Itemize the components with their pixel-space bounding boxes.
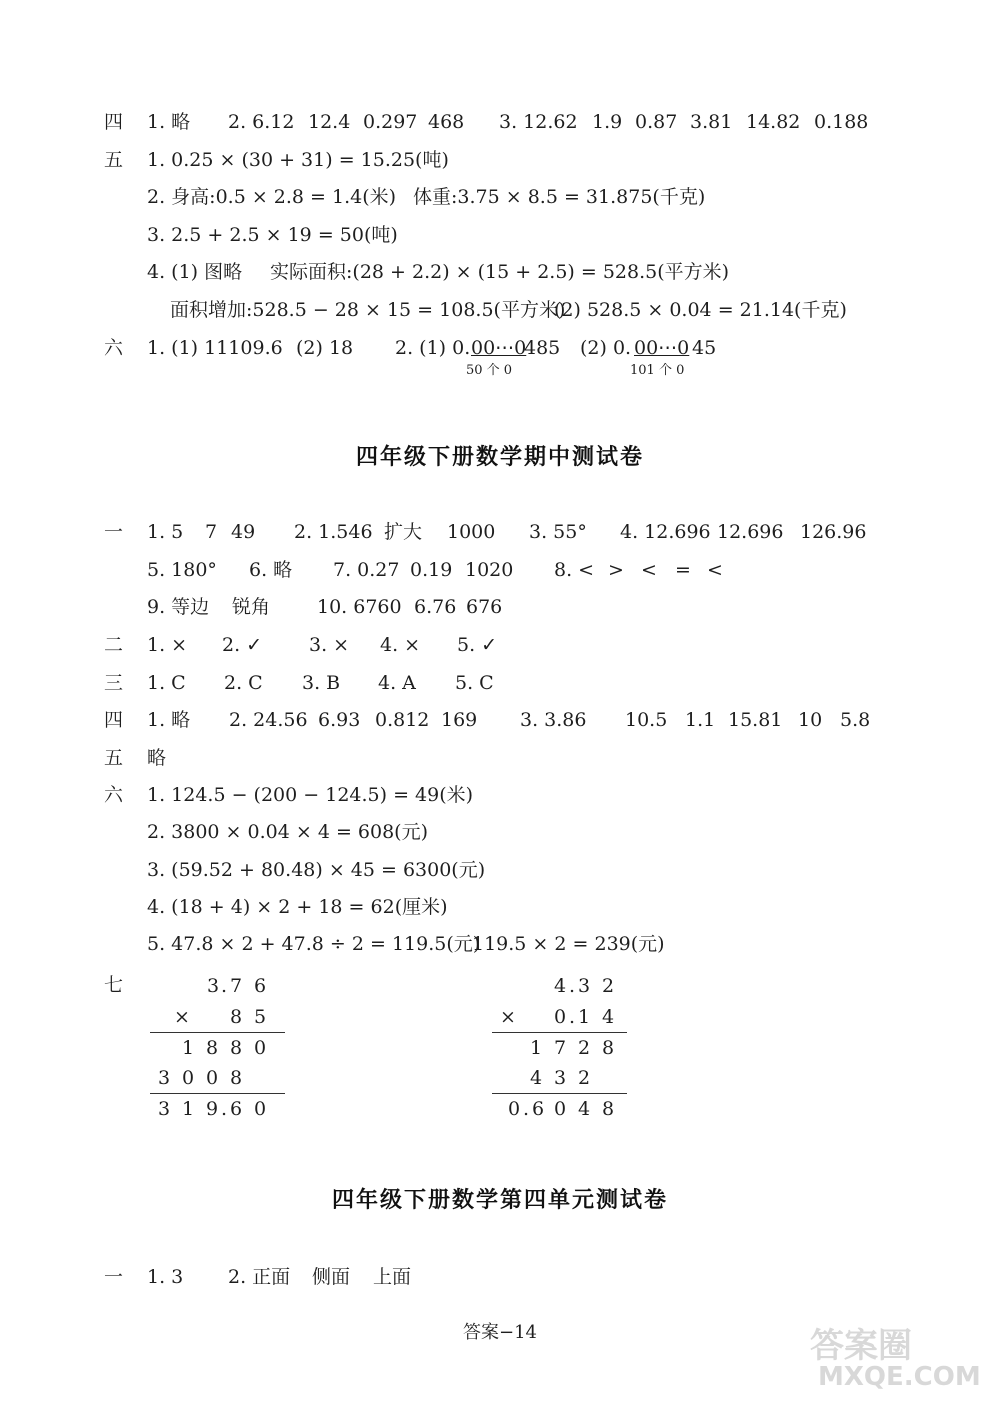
answer: 9. 等边 <box>147 596 210 618</box>
answer: 6.76 <box>414 596 457 618</box>
digit: 3 <box>206 975 220 997</box>
digit: 2 <box>577 1067 591 1089</box>
mid-liu-line3 <box>0 855 1000 885</box>
answer: 4. × <box>380 634 421 656</box>
digit: 4 <box>553 975 567 997</box>
answer: (2) 0. <box>580 337 632 359</box>
answer: 3. 12.62 <box>499 111 578 133</box>
section-wu-line2 <box>0 182 1000 212</box>
answer: 1000 <box>447 521 496 543</box>
answer: 3.81 <box>690 111 733 133</box>
watermark-logo: 答案圈 <box>810 1326 912 1366</box>
zeros-count-note: 50 个 0 <box>466 363 513 378</box>
calc-rule <box>492 1032 627 1033</box>
digit: . <box>522 1098 530 1120</box>
mid-yi-line3 <box>0 592 1000 622</box>
answer: 略 <box>147 747 167 769</box>
mid-yi-line2 <box>0 555 1000 585</box>
answer: 1. (1) 11109.6 <box>147 337 283 359</box>
answer: 119.5 × 2 = 239(元) <box>472 933 665 955</box>
answer: 45 <box>692 337 717 359</box>
answer: 2. 正面 <box>228 1266 291 1288</box>
answer: 扩大 <box>384 521 423 543</box>
answer: 锐角 <box>232 596 271 618</box>
multiply-sign: × <box>174 1006 190 1028</box>
digit: 0 <box>253 1037 267 1059</box>
digit: 3 <box>553 1067 567 1089</box>
answer: 14.82 <box>746 111 801 133</box>
digit: 3 <box>157 1098 171 1120</box>
answer: 8. < <box>554 559 595 581</box>
digit: 4 <box>577 1098 591 1120</box>
answer: 体重:3.75 × 8.5 = 31.875(千克) <box>413 186 706 208</box>
digit: 8 <box>205 1037 219 1059</box>
answer: 2. ✓ <box>222 634 263 656</box>
section-wu-line5 <box>0 295 1000 325</box>
mid-wu-line <box>0 743 1000 773</box>
answer: 2. 1.546 <box>294 521 373 543</box>
digit: 0 <box>507 1098 521 1120</box>
calc-rule <box>150 1032 285 1033</box>
digit: 3 <box>157 1067 171 1089</box>
mid-liu-line2 <box>0 817 1000 847</box>
answer: 侧面 <box>312 1266 351 1288</box>
answer: 2. 3800 × 0.04 × 4 = 608(元) <box>147 821 429 843</box>
answer: < <box>641 559 657 581</box>
section-label: 四 <box>104 111 124 133</box>
mid-liu-line5 <box>0 929 1000 959</box>
section-title: 四年级下册数学期中测试卷 <box>355 445 644 470</box>
answer: 468 <box>428 111 465 133</box>
answer: 5. C <box>455 672 494 694</box>
digit: 9 <box>205 1098 219 1120</box>
answer: 2. 6.12 <box>228 111 295 133</box>
section-wu-line3 <box>0 220 1000 250</box>
answer: 1. 略 <box>147 709 191 731</box>
answer: 3. × <box>309 634 350 656</box>
digit: 1 <box>529 1037 543 1059</box>
answer: 2. C <box>224 672 263 694</box>
digit: 1 <box>181 1037 195 1059</box>
calc-rule <box>150 1093 285 1094</box>
answer: 7. 0.27 <box>333 559 400 581</box>
section-label: 六 <box>104 784 124 806</box>
digit: 2 <box>577 1037 591 1059</box>
digit: 8 <box>229 1067 243 1089</box>
answer: 1. 3 <box>147 1266 184 1288</box>
answer: 1. 略 <box>147 111 191 133</box>
answer: 6. 略 <box>249 559 293 581</box>
answer: 1.9 <box>592 111 623 133</box>
digit: 0 <box>553 1098 567 1120</box>
digit: 6 <box>253 975 267 997</box>
answer: 3. (59.52 + 80.48) × 45 = 6300(元) <box>147 859 486 881</box>
answer: 0.812 <box>375 709 430 731</box>
answer: 7 <box>205 521 218 543</box>
digit: 1 <box>181 1098 195 1120</box>
answer: 1. 0.25 × (30 + 31) = 15.25(吨) <box>147 149 449 171</box>
answer: 1020 <box>465 559 514 581</box>
answer: > <box>608 559 624 581</box>
section-liu-line <box>0 333 1000 363</box>
answer: (2) 528.5 × 0.04 = 21.14(千克) <box>554 299 847 321</box>
answer: 5. ✓ <box>457 634 498 656</box>
answer: 5.8 <box>840 709 871 731</box>
answer: 1.1 <box>685 709 716 731</box>
section-label: 一 <box>104 1266 124 1288</box>
answer: 1. 124.5 − (200 − 124.5) = 49(米) <box>147 784 474 806</box>
answer: 面积增加:528.5 − 28 × 15 = 108.5(平方米) <box>170 299 566 321</box>
multiply-sign: × <box>500 1006 516 1028</box>
section-title: 四年级下册数学第四单元测试卷 <box>331 1188 668 1213</box>
answer: 3. 2.5 + 2.5 × 19 = 50(吨) <box>147 224 398 246</box>
digit: 6 <box>229 1098 243 1120</box>
digit: 2 <box>601 975 615 997</box>
answer: 0.188 <box>814 111 869 133</box>
zeros-count-note: 101 个 0 <box>630 363 685 378</box>
calc-rule <box>492 1093 627 1094</box>
digit: 8 <box>229 1006 243 1028</box>
watermark-url: MXQE.COM <box>818 1362 981 1392</box>
answer: 3. B <box>302 672 341 694</box>
answer: 1. 5 <box>147 521 184 543</box>
answer: < <box>707 559 723 581</box>
mid-san-line <box>0 668 1000 698</box>
answer: 上面 <box>373 1266 412 1288</box>
answer: 10.5 <box>625 709 668 731</box>
digit: 5 <box>253 1006 267 1028</box>
mid-qi-label <box>0 970 200 1000</box>
mid-yi-line1 <box>0 517 1000 547</box>
section-label: 六 <box>104 337 124 359</box>
answer: 2. 24.56 <box>229 709 308 731</box>
answer: 1. C <box>147 672 186 694</box>
section-label: 五 <box>104 747 124 769</box>
answer: 实际面积:(28 + 2.2) × (15 + 2.5) = 528.5(平方米) <box>270 261 730 283</box>
digit: 0 <box>553 1006 567 1028</box>
zeros-underbrace: 00⋯0 <box>471 337 527 359</box>
section-si-line <box>0 107 1000 137</box>
mid-er-line <box>0 630 1000 660</box>
answer: 0.19 <box>410 559 453 581</box>
digit: 7 <box>229 975 243 997</box>
answer: 12.696 <box>717 521 784 543</box>
digit: 6 <box>531 1098 545 1120</box>
answer: 0.297 <box>363 111 418 133</box>
digit: 4 <box>601 1006 615 1028</box>
digit: 3 <box>577 975 591 997</box>
page-number: 答案−14 <box>463 1322 537 1343</box>
answer: 49 <box>231 521 256 543</box>
answer: 5. 47.8 × 2 + 47.8 ÷ 2 = 119.5(元) <box>147 933 481 955</box>
digit: 8 <box>601 1098 615 1120</box>
digit: 4 <box>529 1067 543 1089</box>
mid-liu-line4 <box>0 892 1000 922</box>
section-wu-line1 <box>0 145 1000 175</box>
answer: 4. (18 + 4) × 2 + 18 = 62(厘米) <box>147 896 448 918</box>
answer: 485 <box>524 337 561 359</box>
answer: 1. × <box>147 634 188 656</box>
answer: 6.93 <box>318 709 361 731</box>
answer: 5. 180° <box>147 559 217 581</box>
digit: 1 <box>577 1006 591 1028</box>
answer: 676 <box>466 596 503 618</box>
digit: . <box>568 975 576 997</box>
answer: 4. A <box>378 672 416 694</box>
answer: 12.4 <box>308 111 351 133</box>
digit: 0 <box>205 1067 219 1089</box>
unit4-yi-line <box>0 1262 1000 1292</box>
answer: 15.81 <box>728 709 783 731</box>
answer: 2. 身高:0.5 × 2.8 = 1.4(米) <box>147 186 397 208</box>
section-wu-line4 <box>0 257 1000 287</box>
section-label: 七 <box>104 974 124 996</box>
answer: (2) 18 <box>296 337 354 359</box>
zeros-underbrace: 00⋯0 <box>634 337 690 359</box>
answer: 126.96 <box>800 521 867 543</box>
section-label: 三 <box>104 672 124 694</box>
answer: 4. (1) 图略 <box>147 261 243 283</box>
section-label: 四 <box>104 709 124 731</box>
digit: 8 <box>601 1037 615 1059</box>
section-label: 五 <box>104 149 124 171</box>
digit: . <box>568 1006 576 1028</box>
digit: . <box>220 1098 228 1120</box>
answer: 10. 6760 <box>317 596 402 618</box>
section-label: 二 <box>104 634 124 656</box>
answer: 4. 12.696 <box>620 521 711 543</box>
digit: 0 <box>253 1098 267 1120</box>
digit: 0 <box>181 1067 195 1089</box>
mid-si-line <box>0 705 1000 735</box>
answer: 169 <box>441 709 478 731</box>
answer: = <box>675 559 691 581</box>
answer: 0.87 <box>635 111 678 133</box>
answer: 2. (1) 0. <box>395 337 471 359</box>
answer: 10 <box>798 709 823 731</box>
digit: 8 <box>229 1037 243 1059</box>
digit: 7 <box>553 1037 567 1059</box>
section-label: 一 <box>104 521 124 543</box>
answer: 3. 55° <box>529 521 587 543</box>
answer: 3. 3.86 <box>520 709 587 731</box>
mid-liu-line1 <box>0 780 1000 810</box>
digit: . <box>220 975 228 997</box>
